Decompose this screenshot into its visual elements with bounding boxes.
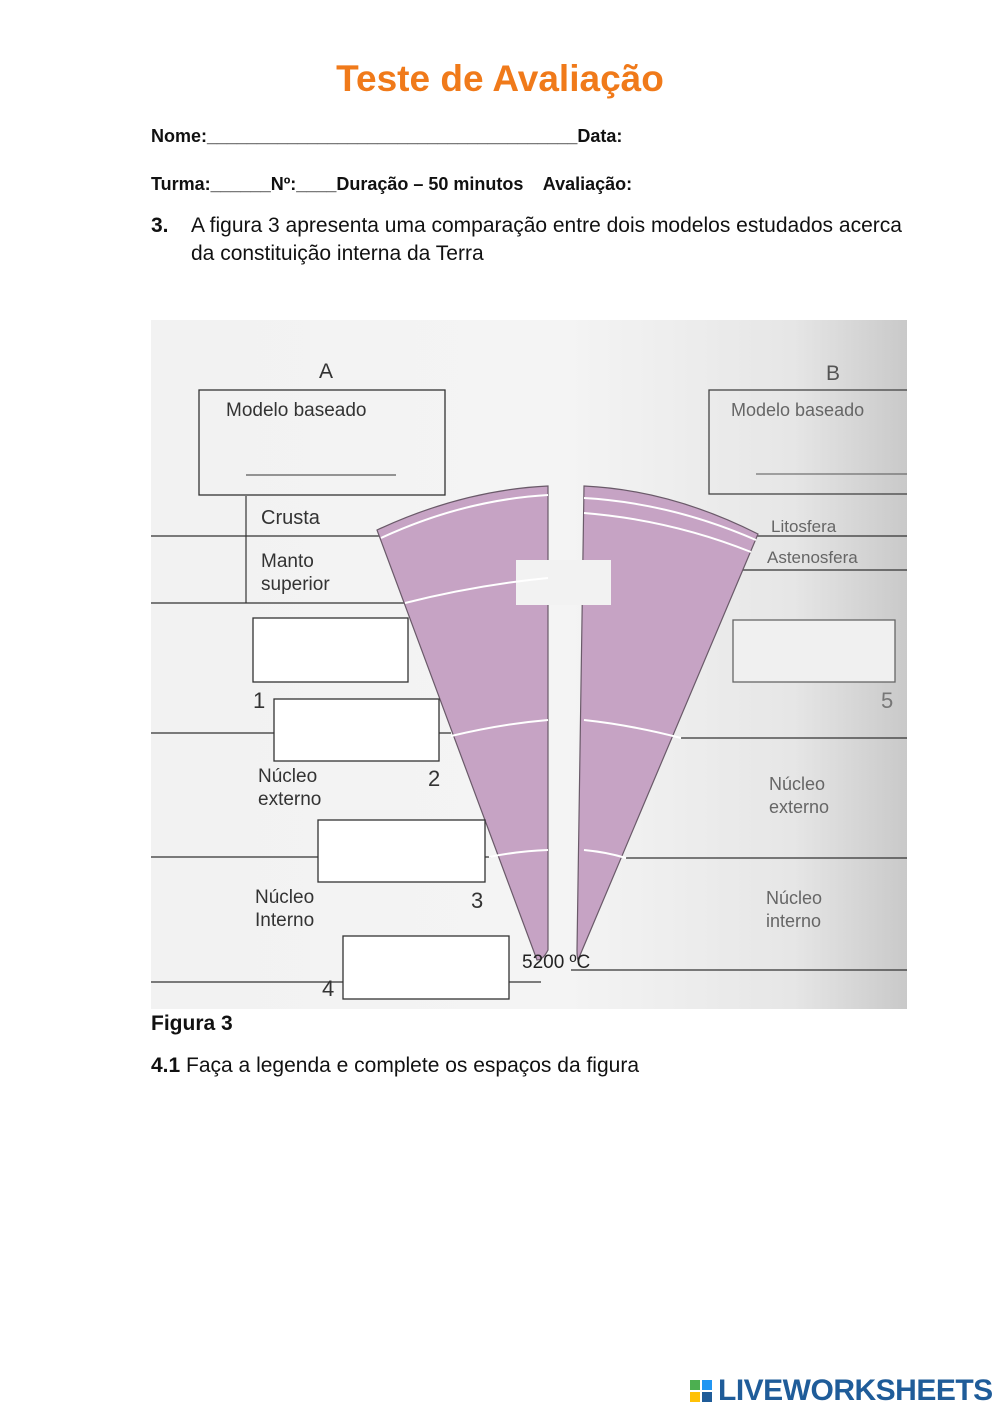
- question-4-1: [151, 1054, 639, 1078]
- label-a: A: [318, 360, 334, 383]
- name-date-line: Nome:_____________________________________Data:: [151, 126, 623, 146]
- box-number-3: 3: [471, 888, 484, 913]
- label-nucleo-int-2: Interno: [255, 910, 315, 931]
- box-number-1: 1: [253, 688, 266, 713]
- model-b-text: Modelo baseado: [731, 400, 865, 420]
- label-manto-2: superior: [261, 574, 330, 595]
- earth-structure-figure: [151, 320, 907, 1009]
- liveworksheets-logo: [690, 1374, 993, 1408]
- question-text: Faça a legenda e complete os espaços da figura: [180, 1054, 639, 1077]
- answer-box-2[interactable]: [274, 699, 439, 761]
- label-astenosfera: Astenosfera: [767, 548, 858, 567]
- label-r-nucleo-int-2: interno: [766, 911, 822, 931]
- answer-box-5[interactable]: [733, 620, 895, 682]
- label-r-nucleo-ext-1: Núcleo: [769, 774, 826, 794]
- box-number-4: 4: [322, 976, 335, 1001]
- wedge-cutout: [516, 560, 611, 605]
- model-a-text: Modelo baseado: [226, 400, 367, 421]
- class-number-line: Turma:______Nº:____Duração – 50 minutos Avaliação:: [151, 174, 633, 194]
- label-nucleo-ext-1: Núcleo: [258, 766, 318, 787]
- label-crusta: Crusta: [261, 507, 320, 529]
- figure-caption: Figura 3: [151, 1012, 233, 1035]
- box-number-5: 5: [881, 688, 894, 713]
- label-nucleo-int-1: Núcleo: [255, 887, 315, 908]
- box-number-2: 2: [428, 766, 441, 791]
- label-b: B: [825, 362, 841, 385]
- question-number: 4.1: [151, 1054, 181, 1077]
- answer-box-1[interactable]: [253, 618, 408, 682]
- answer-box-4[interactable]: [343, 936, 509, 999]
- label-r-nucleo-ext-2: externo: [769, 797, 830, 817]
- temperature-label: 5200 ºC: [522, 952, 591, 973]
- label-r-nucleo-int-1: Núcleo: [766, 888, 823, 908]
- label-manto-1: Manto: [261, 551, 314, 572]
- question-text: A figura 3 apresenta uma comparação entre dois modelos estudados acerca da constituição interna da Terra: [191, 214, 902, 265]
- label-nucleo-ext-2: externo: [258, 789, 322, 810]
- question-number: 3.: [151, 214, 169, 237]
- label-litosfera: Litosfera: [771, 517, 837, 536]
- answer-box-3[interactable]: [318, 820, 485, 882]
- figure-svg: [151, 320, 907, 1009]
- logo-text: LIVEWORKSHEETS: [718, 1374, 993, 1407]
- logo-icon: [690, 1380, 712, 1402]
- page-title: Teste de Avaliação: [336, 58, 664, 99]
